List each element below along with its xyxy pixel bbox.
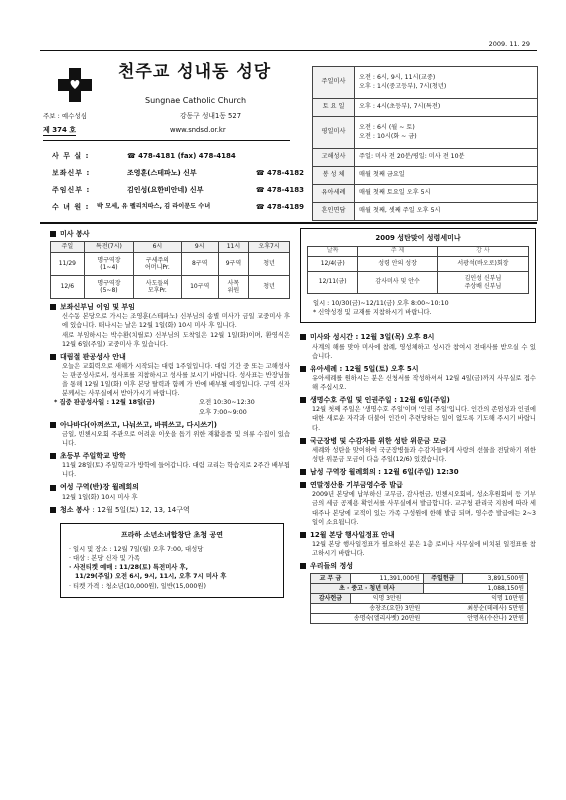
contacts-list [52,148,304,216]
section-body: 12월 1일(화) 10시 미사 후 [62,493,138,501]
seminar-header: 주 제 [358,247,437,257]
section-body: 새로 부임하시는 박수환(치릴로) 신부님의 도착일은 12월 1일(화)이며, 환영식은 12월 6일(주일) 교중미사 후 있습니다. [62,331,290,348]
contact-phone: ☎ 478-4183 [255,186,304,195]
mass-table-header: 9시 [181,242,218,253]
mass-table-cell: 9구역 [218,253,248,276]
contact-label: 수 녀 원 : [52,203,90,212]
donations-label: 교 무 금 [311,574,351,584]
section-heading: 우리들의 정성 [300,561,536,571]
schedule-label: 혼인면담 [313,203,355,221]
contact-name: 박 모세, 유 펠리치따스, 김 라이문도 수녀 [97,203,211,210]
donations-label: 초 · 중고 · 청년 미사 [311,584,424,594]
contact-label: 보좌신부 : [52,169,91,178]
donations-entry: 익명 10만원 [423,594,527,604]
mass-table-row [51,276,290,299]
section-heading: 12월 본당 행사일정표 안내 [300,530,536,540]
mass-table-cell: 명구역장 (1~4) [84,253,134,276]
confession-time: 오후 7:00~9:00 [199,408,247,416]
section-body: 사계의 해를 맞아 미사에 참례, 영성체하고 성시간 참여시 전대사를 받으실 수 있습니다. [312,343,536,360]
mass-table-cell: 청년 [249,276,290,299]
mass-table-cell: 명구역장 (5~8) [84,276,134,299]
seminar-note: * 신약성경 및 교재를 지참하시기 바랍니다. [313,309,432,317]
mass-table-cell: 10구역 [181,276,218,299]
left-column [50,226,290,598]
contact-office [52,148,304,165]
seminar-header: 날짜 [308,247,358,257]
concert-line: 11/29(주일) 오전 6시, 9시, 11시, 오후 7시 미사 후 [75,573,227,581]
seminar-cell: 12/11(금) [308,272,358,294]
seminar-cell: 12/4(금) [308,257,358,272]
section-body: 2009년 본당에 납부하신 교무금, 감사헌금, 빈첸시오회비, 성소후원회비 등 기부금의 세금 공제용 확인서를 사무실에서 발급합니다. 교구청 관리국 지침에 따라 세대주나 본당에 교적이 있는 가족 구성원에 한해 발급 되며, 영수증 발급에는 2~3일이 소요됩니다. [312,491,536,526]
contact-phone: ☎ 478-4181 (fax) 478-4184 [127,152,236,161]
donations-entry: 송창조(요한) 3만원 [311,604,424,614]
concert-title: 프라하 소년소녀합창단 초청 공연 [121,530,223,539]
bullet-square-icon [50,485,56,491]
section-body: 11월 28일(토) 주일학교가 방학에 들어갑니다. 대림 교리는 학습지로 2주간 배부됩니다. [62,462,290,479]
mass-table-header: 특전(7시) [84,242,134,253]
bullet-square-icon [50,507,56,513]
address: 강동구 성내1동 527 [180,112,242,120]
section-body: 금일, 빈첸시오회 주관으로 어려운 이웃을 돕기 위한 재활용품 및 의류 수집이 있습니다. [62,430,290,447]
confession-times [199,398,255,416]
confession-day-label: * 집중 판공성사일 : 12월 18일(금) [54,399,155,407]
mass-table-header: 11시 [218,242,248,253]
issue-number: 제 374 호 [43,125,76,136]
title-rule [43,140,290,141]
schedule-value: 오후 : 4시(초등부), 7시(특전) [355,99,538,117]
section-heading: 청소 봉사 : 12월 5일(토) 12, 13, 14구역 [50,505,290,515]
schedule-label: 유아세례 [313,185,355,203]
schedule-value: 오전 : 6시, 9시, 11시(교중) 오후 : 1시(중고등부), 7시(청년) [355,67,538,99]
contact-pastor [52,182,304,199]
mass-table-header: 오후7시 [249,242,290,253]
section-heading: 초등부 주일학교 방학 [50,451,290,461]
contact-assistant-priest [52,165,304,182]
section-body: 12월 첫째 주일은 '생명수호 주일'이며 '인권 주일'입니다. 인간의 존엄성과 인권에 대한 새로운 자각과 더불어 인간이 추련당하는 일이 없도록 기도해 주시기 바랍니다. [312,406,536,432]
confession-time: 오전 10:30~12:30 [199,399,255,407]
mass-table-cell: 12/6 [51,276,85,299]
bullet-square-icon [50,231,56,237]
donations-amount: 11,391,000원 [350,574,423,584]
seminar-title: 2009 성탄맞이 성령세미나 [375,234,461,242]
seminar-cell: 감사미사 및 안수 [358,272,437,294]
schedule-label: 토 요 일 [313,99,355,117]
donations-label: 주일헌금 [423,574,462,584]
section-body: 유아세례를 원하시는 분은 신청서를 작성하셔서 12월 4일(금)까지 사무실로 접수해 주십시오. [312,374,536,392]
schedule-value: 매월 첫째 토요일 오후 5시 [355,185,538,203]
schedule-value: 오전 : 6시 (월 ~ 토) 오전 : 10시(화 ~ 금) [355,117,538,149]
donations-entry: 안명옥(수산나) 2만원 [423,614,527,624]
bullet-square-icon [300,334,306,340]
seminar-row [308,272,529,294]
mass-table-cell: 사목 위원 [218,276,248,299]
section-heading: 유아세례 : 12월 5일(토) 오후 5시 [300,364,536,374]
donations-row [311,594,528,604]
church-title: 천주교 성내동 성당 [118,62,272,82]
mass-table-header: 주일 [51,242,85,253]
section-heading: 국군장병 및 수감자를 위한 성탄 위문금 모금 [300,436,536,446]
donations-amount: 3,891,500원 [462,574,527,584]
bullet-square-icon [50,453,56,459]
donations-row [311,584,528,594]
contact-label: 사 무 실 : [52,152,90,161]
mass-service-table [50,241,290,299]
right-column [300,228,536,624]
contact-phone: ☎ 478-4182 [255,169,304,178]
schedule-value: 매월 첫째, 셋째 주일 오후 5시 [355,203,538,221]
seminar-note: 일시 : 10/30(금)~12/11(금) 오후 8:00~10:10 [313,300,449,308]
schedule-table [312,66,538,221]
schedule-value: 매월 첫째 금요일 [355,167,538,185]
concert-line: · 대상 : 본당 신자 및 가족 [69,555,140,563]
donations-entry: 익명 3만원 [350,594,423,604]
section-heading: 아나바다(아껴쓰고, 나눠쓰고, 바꿔쓰고, 다시쓰기) [50,420,290,430]
seminar-cell: 서광석(바오로)회장 [437,257,528,272]
donations-row [311,604,528,614]
bullet-square-icon [300,366,306,372]
header-rule [40,50,537,51]
confession-day [50,398,290,416]
section-heading: 대림절 판공성사 안내 [50,352,290,362]
concert-box [60,523,284,598]
mass-table-header: 6시 [134,242,181,253]
schedule-label: 고해성사 [313,149,355,167]
section-heading: 남성 구역장 월례회의 : 12월 6일(주일) 12:30 [300,467,536,477]
section-body: 12월 본당 행사일정표가 필요하신 분은 1층 로비나 사무실에 비치된 일정표를 참고하시기 바랍니다. [312,541,536,558]
church-logo [58,68,92,102]
mass-table-cell: 8구역 [181,253,218,276]
bullet-square-icon [50,304,56,310]
bullet-square-icon [300,469,306,475]
section-heading: 여성 구역(반)장 월례회의 [50,482,290,492]
issue-date: 2009. 11. 29 [488,40,530,48]
mass-table-cell: 청년 [249,253,290,276]
bullet-square-icon [300,482,306,488]
schedule-label: 봉 성 체 [313,167,355,185]
concert-line: · 일시 및 장소 : 12월 7일(월) 오후 7:00, 대성당 [69,546,204,553]
contact-label: 주임신부 : [52,186,91,195]
header-bottom-rule [40,222,537,224]
mass-table-row [51,253,290,276]
bullet-square-icon [300,397,306,403]
donations-amount: 1,088,150원 [423,584,527,594]
seminar-cell: 성령 안의 성장 [358,257,437,272]
concert-line: · 사전티켓 예매 : 11/28(토) 특전미사 후, [69,564,189,572]
patron: 주보 : 예수성심 [43,112,87,120]
section-heading: 생명수호 주일 및 인권주일 : 12월 6일(주일) [300,395,536,405]
seminar-cell: 김인성 신부님 주상배 신부님 [437,272,528,294]
bullet-square-icon [50,422,56,428]
section-body: 세례와 성탄을 맞이하여 국군장병들과 수감자들에게 사랑의 선물을 전달하기 위한 성탄 위문금 모금이 다음 주일(12/6) 있겠습니다. [312,446,536,463]
donations-table [310,573,528,624]
mass-table-cell: 구세주의 어머니Pr. [134,253,181,276]
donations-row [311,614,528,624]
donations-entry: 최봉순(데레사) 5만원 [423,604,527,614]
bullet-square-icon [300,563,306,569]
section-heading: 미사와 성시간 : 12월 3일(목) 오후 8시 [300,332,536,342]
section-heading: 연말정산용 기부금영수증 발급 [300,480,536,490]
seminar-row [308,257,529,272]
contact-name: 김인성(요한비안네) 신부 [127,186,204,195]
section-body: 오늘은 교회력으로 새해가 시작되는 대림 1주일입니다. 대림 기간 중 또는 고해성사는 판공성사로서, 성사표를 지참하시고 성사를 보시기 바랍니다. 성사표는 반장님들을 통해 12월 1일(화) 이후 본당 탈력과 함께 가 반에 배부될 예정입니다. 구역 신자분께서는 사무실에서 받아가시기 바랍니다. [62,362,290,398]
bullet-square-icon [300,438,306,444]
bullet-square-icon [300,532,306,538]
donations-row [311,574,528,584]
section-heading: 보좌신부님 이임 및 부임 [50,302,290,312]
contact-name: 조영훈(스테파노) 신부 [127,169,197,178]
contact-convent [52,199,304,216]
schedule-value: 주일: 미사 전 20분/평일: 미사 전 10분 [355,149,538,167]
bullet-square-icon [50,354,56,360]
contact-phone: ☎ 478-4189 [255,203,304,212]
seminar-box [300,228,536,323]
schedule-label: 주일미사 [313,67,355,99]
mass-table-cell: 사도들의 모후Pr. [134,276,181,299]
seminar-header: 강 사 [437,247,528,257]
donations-entry: 송명숙(엘리사벳) 20만원 [311,614,424,624]
concert-line: · 티켓 가격 : 청소년(10,000원), 일반(15,000원) [69,582,206,590]
schedule-label: 평일미사 [313,117,355,149]
mass-table-cell: 11/29 [51,253,85,276]
seminar-table [307,246,529,294]
mass-service-heading: 미사 봉사 [50,229,290,239]
section-body: 신수동 본당으로 가시는 조영훈(스테파노) 신부님의 송별 미사가 금일 교중미사 후에 있습니다. 떠나시는 날은 12월 1일(화) 10시 미사 후 입니다. [62,313,290,330]
donations-label: 감사헌금 [311,594,351,604]
website-link[interactable]: www.sndsd.or.kr [170,126,226,134]
church-subtitle: Sungnae Catholic Church [145,96,247,105]
